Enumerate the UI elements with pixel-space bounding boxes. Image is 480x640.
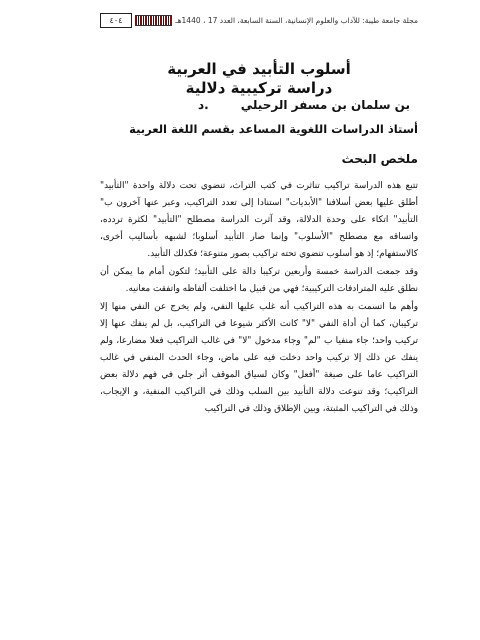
header-ornament bbox=[135, 15, 172, 26]
abstract-paragraph-3: وأهم ما اتسمت به هذه التراكيب أنه غلب عليها النفي، ولم يخرج عن النفي منها إلا تركيبان، كما أن أداة النفي "لا" كانت الأكثر شيوعا في التراكيب، بل لم ينفك عنها إلا تركيب واحد؛ جاء منفيا ب "لم" وجاء مدخول "لا" في غالب التراكيب فعلا مضارعا، ولم ينفك عن ذلك إلا تركيب واحد دخلت فيه على ماض، وجاء الحدث المنفي في غالب التراكيب عاما على صيغة "أفعل" وكان لسياق الموقف أثر جلي في فهم دلالة بعض التراكيب؛ وقد تنوعت دلالة التأبيد بين السلب وذلك في التراكيب المنفية، و الإيجاب، وذلك في التراكيب المثبتة، وبين الإطلاق وذلك في التراكيب bbox=[100, 302, 418, 414]
page-number: ٤٠٤ bbox=[100, 13, 132, 28]
author-name: بن سلمان بن مسفر الرحيلي bbox=[240, 98, 410, 112]
abstract-heading: ملخص البحث bbox=[341, 152, 418, 166]
paper-title: أسلوب التأبيد في العربية bbox=[167, 60, 351, 78]
author-affiliation: أستاذ الدراسات اللغوية المساعد بقسم اللغة العربية bbox=[129, 122, 418, 136]
title-block bbox=[100, 60, 418, 98]
abstract-paragraph-2: وقد جمعت الدراسة خمسة وأربعين تركيبا دالة على التأبيد؛ لتكون أمام ما يمكن أن نطلق عليه المترادفات التركيبية؛ فهي من قبيل ما اختلفت ألفاظه واتفقت معانيه. bbox=[100, 267, 418, 294]
abstract-paragraph-1: تتبع هذه الدراسة تراكيب تناثرت في كتب التراث، تنضوي تحت دلالة واحدة "التأبيد" أطلق عليها بعض أسلافنا "الأبديات" استنادا إلى تعدد التراكيب، وعبر عنها آخرون ب" التأبيد" اتكاء على وحدة الدلالة، وقد آثرت الدراسة مصطلح "التأبيد" لكثرة تردده، واتساقه مع مصطلح "الأسلوب" وإنما صار التأبيد أسلوبا؛ لشبهه بأساليب أخرى، كالاستفهام؛ إذ هو أسلوب تنضوي تحته تراكيب بصور متنوعة؛ فكذلك التأبيد. bbox=[100, 181, 418, 259]
page-header bbox=[100, 11, 418, 30]
paper-subtitle: دراسة تركيبية دلالية bbox=[185, 79, 333, 97]
abstract-body bbox=[100, 178, 418, 418]
author-line bbox=[100, 98, 418, 116]
author-prefix: د. bbox=[198, 98, 209, 112]
journal-running-head: مجلة جامعة طيبة: للآداب والعلوم الإنسانية، السنة السابعة، العدد 17 ، 1440هـ bbox=[175, 16, 418, 25]
